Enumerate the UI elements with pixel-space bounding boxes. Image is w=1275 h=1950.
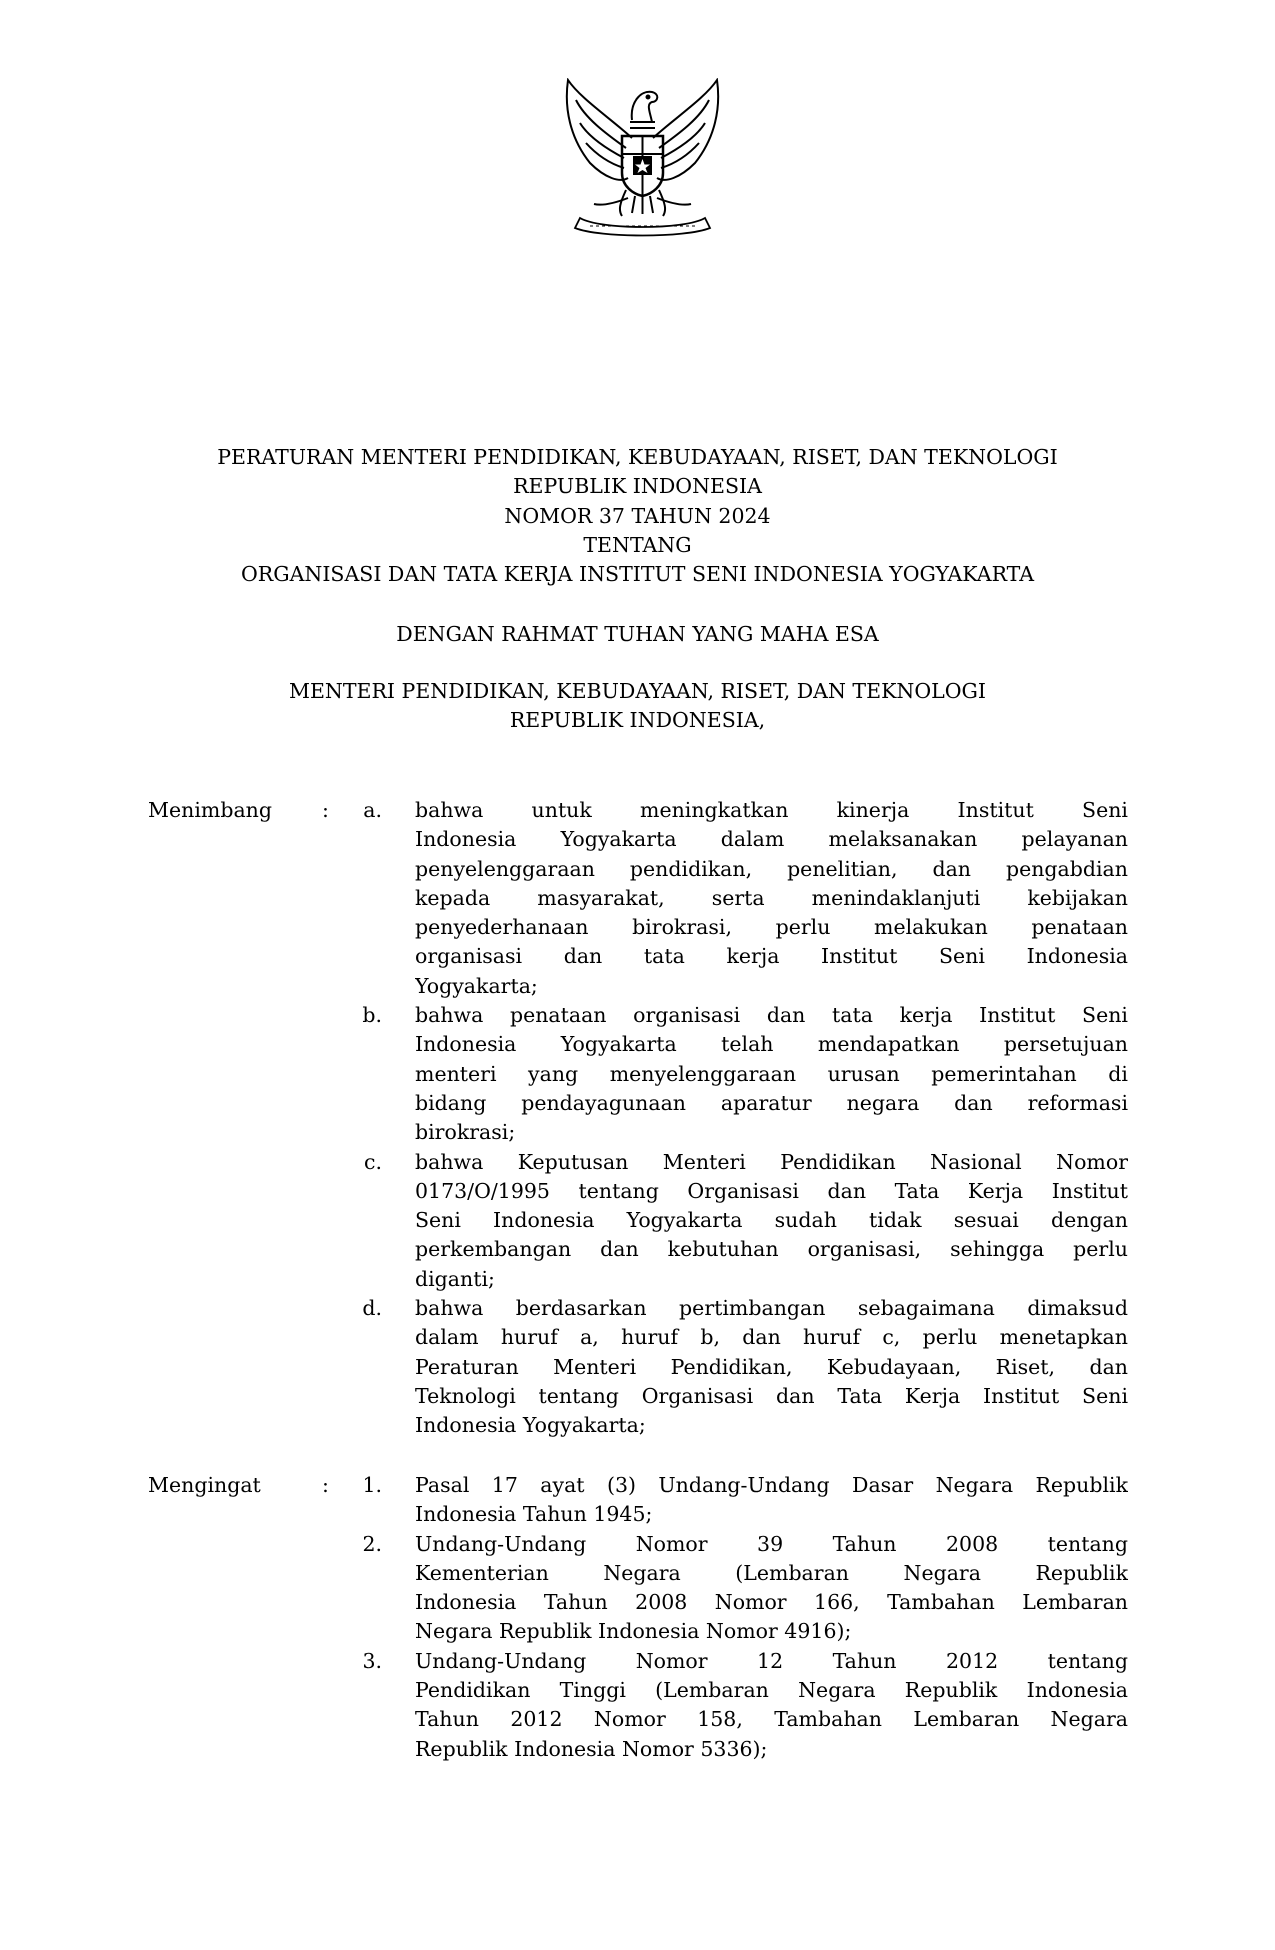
item-line: Republik Indonesia Nomor 5336); bbox=[415, 1736, 768, 1761]
item-line: kepada masyarakat, serta menindaklanjuti kebijakan bbox=[415, 885, 1128, 910]
item-line: bidang pendayagunaan aparatur negara dan reformasi bbox=[415, 1090, 1128, 1115]
list-item bbox=[415, 1148, 1128, 1294]
item-marker: 3. bbox=[362, 1648, 382, 1673]
list-item bbox=[415, 1530, 1128, 1647]
item-marker: a. bbox=[363, 798, 382, 822]
item-line: Negara Republik Indonesia Nomor 4916); bbox=[415, 1619, 852, 1644]
title-line: ORGANISASI DAN TATA KERJA INSTITUT SENI INDONESIA YOGYAKARTA bbox=[240, 562, 1035, 587]
item-marker: b. bbox=[362, 1003, 382, 1028]
list-item bbox=[415, 1001, 1128, 1147]
item-line: Kementerian Negara (Lembaran Negara Republik bbox=[415, 1560, 1128, 1585]
item-line: birokrasi; bbox=[415, 1120, 516, 1145]
item-line: bahwa untuk meningkatkan kinerja Institut Seni bbox=[415, 798, 1128, 822]
item-line: 0173/O/1995 tentang Organisasi dan Tata Kerja Institut bbox=[415, 1178, 1128, 1203]
section-label: Mengingat bbox=[148, 1473, 261, 1497]
invocation-text: DENGAN RAHMAT TUHAN YANG MAHA ESA bbox=[396, 622, 879, 646]
item-line: Teknologi tentang Organisasi dan Tata Kerja Institut Seni bbox=[415, 1383, 1128, 1408]
item-line: dalam huruf a, huruf b, dan huruf c, perlu menetapkan bbox=[415, 1325, 1128, 1350]
item-line: Indonesia Yogyakarta dalam melaksanakan pelayanan bbox=[415, 827, 1128, 852]
item-line: bahwa penataan organisasi dan tata kerja Institut Seni bbox=[415, 1003, 1128, 1028]
item-line: bahwa Keputusan Menteri Pendidikan Nasional Nomor bbox=[415, 1149, 1128, 1174]
item-line: Pasal 17 ayat (3) Undang-Undang Dasar Negara Republik bbox=[415, 1473, 1128, 1497]
item-line: Indonesia Tahun 2008 Nomor 166, Tambahan Lembaran bbox=[415, 1590, 1128, 1615]
regulation-title bbox=[0, 443, 1275, 589]
item-line: Undang-Undang Nomor 12 Tahun 2012 tentang bbox=[415, 1648, 1128, 1673]
item-line: Peraturan Menteri Pendidikan, Kebudayaan, Riset, dan bbox=[415, 1354, 1128, 1379]
item-marker: d. bbox=[362, 1296, 382, 1321]
item-line: diganti; bbox=[415, 1266, 495, 1291]
title-line: REPUBLIK INDONESIA bbox=[513, 474, 762, 499]
item-marker: 2. bbox=[362, 1531, 382, 1556]
item-line: Tahun 2012 Nomor 158, Tambahan Lembaran Negara bbox=[415, 1707, 1128, 1732]
item-line: perkembangan dan kebutuhan organisasi, sehingga perlu bbox=[415, 1237, 1128, 1262]
official-line: MENTERI PENDIDIKAN, KEBUDAYAAN, RISET, DAN TEKNOLOGI bbox=[288, 679, 987, 703]
item-line: Undang-Undang Nomor 39 Tahun 2008 tentang bbox=[415, 1531, 1128, 1556]
list-item bbox=[415, 1294, 1128, 1440]
section-colon: : bbox=[322, 1473, 329, 1497]
item-marker: 1. bbox=[362, 1473, 382, 1497]
title-line: PERATURAN MENTERI PENDIDIKAN, KEBUDAYAAN, RISET, DAN TEKNOLOGI bbox=[217, 445, 1058, 469]
list-item bbox=[415, 796, 1128, 1001]
section-label: Menimbang bbox=[148, 798, 272, 822]
section-colon: : bbox=[322, 798, 329, 822]
official-heading bbox=[0, 677, 1275, 736]
item-line: organisasi dan tata kerja Institut Seni Indonesia bbox=[415, 944, 1128, 969]
title-line: NOMOR 37 TAHUN 2024 bbox=[504, 503, 771, 528]
list-item bbox=[415, 1471, 1128, 1530]
item-marker: c. bbox=[364, 1149, 382, 1174]
item-line: penyederhanaan birokrasi, perlu melakukan penataan bbox=[415, 915, 1128, 940]
item-line: bahwa berdasarkan pertimbangan sebagaimana dimaksud bbox=[415, 1296, 1128, 1321]
item-line: Pendidikan Tinggi (Lembaran Negara Republik Indonesia bbox=[415, 1678, 1128, 1703]
item-line: Indonesia Tahun 1945; bbox=[415, 1502, 653, 1527]
title-line: TENTANG bbox=[583, 532, 692, 557]
item-line: menteri yang menyelenggaraan urusan pemerintahan di bbox=[415, 1061, 1128, 1086]
item-line: Seni Indonesia Yogyakarta sudah tidak sesuai dengan bbox=[415, 1208, 1128, 1233]
item-line: penyelenggaraan pendidikan, penelitian, dan pengabdian bbox=[415, 856, 1128, 881]
item-line: Indonesia Yogyakarta telah mendapatkan persetujuan bbox=[415, 1032, 1128, 1057]
item-line: Yogyakarta; bbox=[415, 973, 538, 998]
list-item bbox=[415, 1647, 1128, 1764]
invocation bbox=[0, 620, 1275, 649]
garuda-emblem-icon bbox=[560, 78, 725, 240]
item-line: Indonesia Yogyakarta; bbox=[415, 1413, 646, 1438]
official-line: REPUBLIK INDONESIA, bbox=[509, 708, 766, 733]
